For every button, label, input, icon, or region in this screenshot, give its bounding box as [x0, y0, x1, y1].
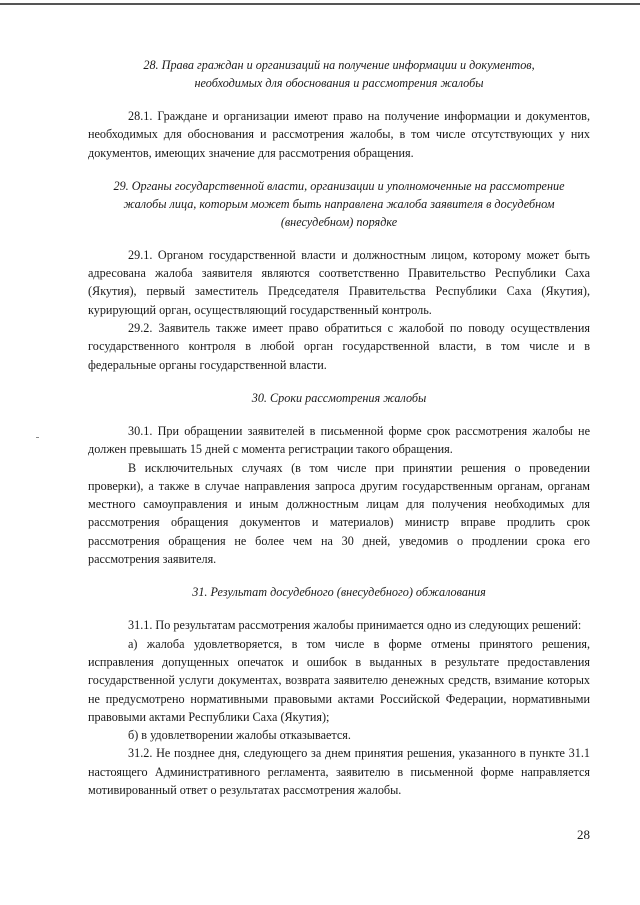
paragraph-29-2: 29.2. Заявитель также имеет право обратиться с жалобой по поводу осуществления государственного контроля в любой орган государственной власти, в том числе и в федеральные органы государственной власти. [88, 321, 590, 372]
paragraph-28-1: 28.1. Граждане и организации имеют право на получение информации и документов, необходимых для обоснования и рассмотрения жалобы, в том числе отсутствующих у них документов, имеющих значение для рассмотрения обращения. [88, 109, 590, 160]
margin-mark [36, 437, 39, 438]
section-28 [88, 56, 590, 162]
paragraph-31-1-a: а) жалоба удовлетворяется, в том числе в форме отмены принятого решения, исправления допущенных опечаток и ошибок в выданных в результате предоставления государственной услуги документах, возврата заявителю денежных средств, взимание которых не предусмотрено нормативными правовыми актами Российской Федерации, нормативными правовыми актами Республики Саха (Якутия); [88, 636, 590, 724]
section-heading-line: 28. Права граждан и организаций на получение информации и документов, [143, 58, 535, 72]
top-border-line [0, 3, 640, 5]
section-heading-line: необходимых для обоснования и рассмотрения жалобы [194, 76, 484, 90]
page-number: 28 [577, 827, 590, 842]
paragraph-31-1-b: б) в удовлетворении жалобы отказывается. [128, 728, 351, 743]
paragraph-31-2: 31.2. Не позднее дня, следующего за днем принятия решения, указанного в пункте 31.1 настоящего Административного регламента, заявителю в письменной форме направляется мотивированный ответ о результатах рассмотрения жалобы. [88, 746, 590, 798]
paragraph-31-1: 31.1. По результатам рассмотрения жалобы принимается одно из следующих решений: [128, 618, 582, 633]
section-heading-line: 29. Органы государственной власти, организации и уполномоченные на рассмотрение [113, 178, 565, 193]
section-31 [88, 583, 590, 799]
section-29 [88, 177, 590, 374]
paragraph-30-2: В исключительных случаях (в том числе при принятии решения о проведении проверки), а также в случае направления запроса другим государственным органам, органам местного самоуправления и иным должностным лицам для получения необходимых для рассмотрения обращения документов и материалов) министр вправе продлить срок рассмотрения обращения не более чем на 30 дней, уведомив о продлении срока его рассмотрения заявителя. [88, 460, 590, 567]
section-heading-line: 30. Сроки рассмотрения жалобы [251, 390, 427, 405]
document-page [88, 56, 590, 799]
section-heading-line: жалобы лица, которым может быть направлена жалоба заявителя в досудебном [123, 196, 555, 211]
section-heading-line: 31. Результат досудебного (внесудебного) обжалования [192, 585, 486, 600]
section-30 [88, 389, 590, 568]
section-heading-line: (внесудебном) порядке [280, 214, 398, 229]
paragraph-30-1: 30.1. При обращении заявителей в письменной форме срок рассмотрения жалобы не должен превышать 15 дней с момента регистрации такого обращения. [88, 423, 590, 457]
paragraph-29-1: 29.1. Органом государственной власти и должностным лицом, которому может быть адресована жалоба заявителя являются соответственно Правительство Республики Саха (Якутия), первый заместитель Председателя Правительства Республики Саха (Якутия), курирующий орган, осуществляющий государственный контроль. [88, 247, 590, 317]
